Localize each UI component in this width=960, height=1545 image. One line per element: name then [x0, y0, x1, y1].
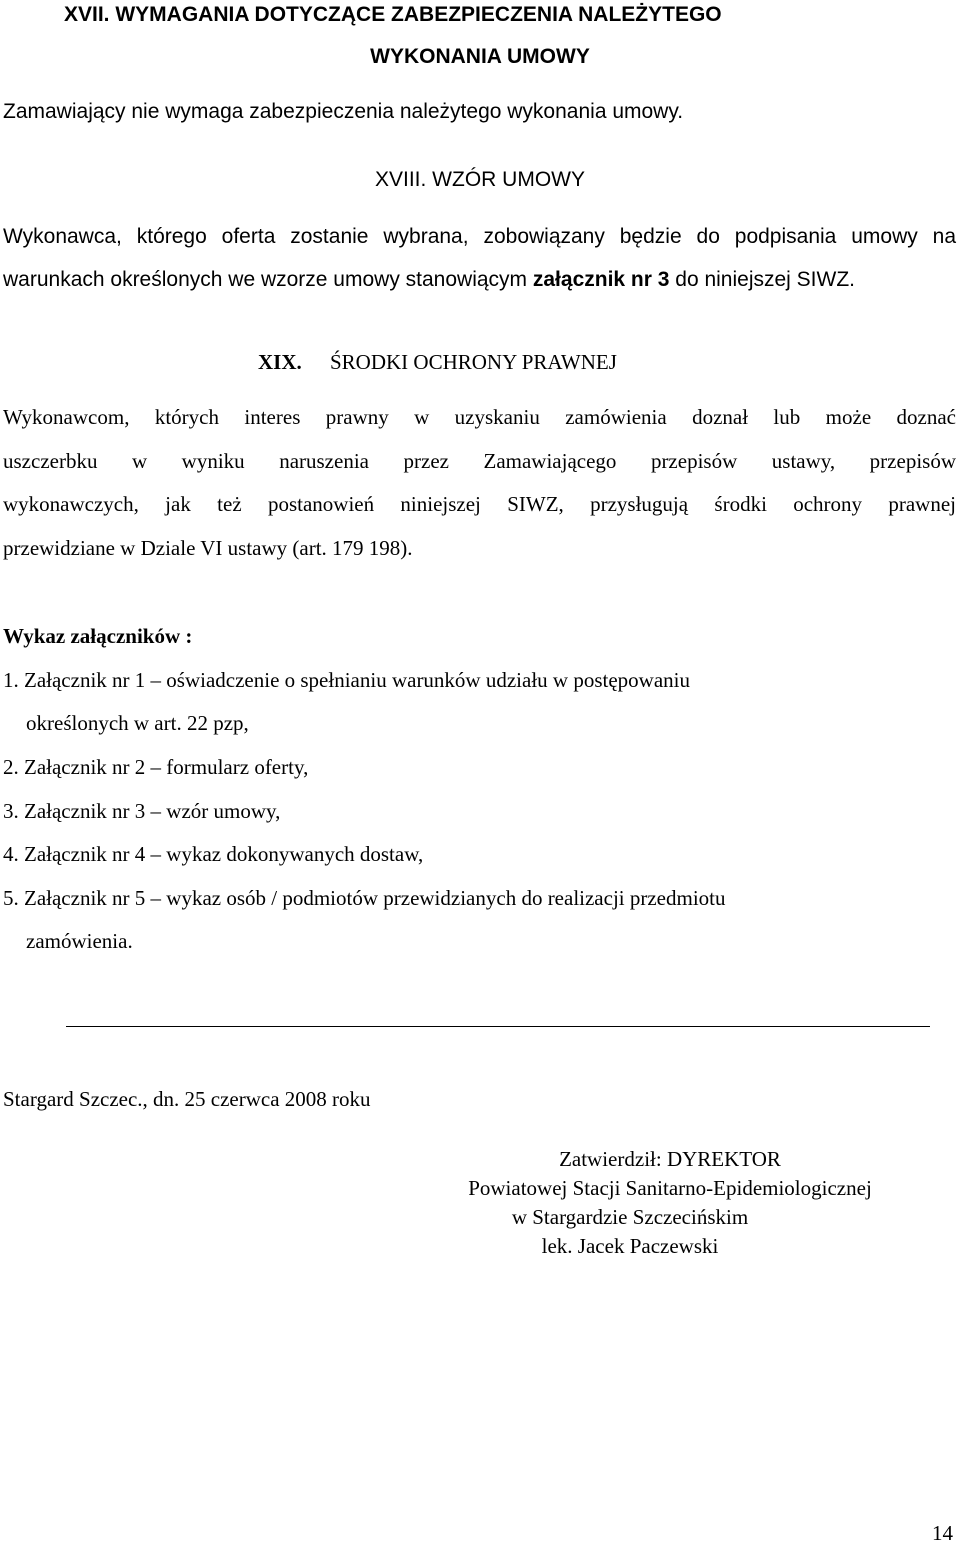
section-19-line2: uszczerbku w wyniku naruszenia przez Zamawiającego przepisów ustawy, przepisów: [3, 449, 956, 473]
attachment-item-2: 2. Załącznik nr 2 – formularz oferty,: [3, 755, 309, 779]
section-18-line2-end: do niniejszej SIWZ.: [669, 268, 856, 291]
approval-line4: lek. Jacek Paczewski: [541, 1234, 719, 1258]
attachment-item-5: 5. Załącznik nr 5 – wykaz osób / podmiotów przewidzianych do realizacji przedmiotu: [3, 886, 726, 910]
section-19-line3: wykonawczych, jak też postanowień niniejszej SIWZ, przysługują środki ochrony prawnej: [3, 492, 956, 516]
section-19-line4: przewidziane w Dziale VI ustawy (art. 179 198).: [3, 536, 413, 560]
attachments-title: Wykaz załączników :: [3, 624, 193, 648]
approval-line2: Powiatowej Stacji Sanitarno-Epidemiologicznej: [468, 1176, 872, 1200]
section-19-number: XIX.: [258, 350, 302, 374]
attachment-item-1: 1. Załącznik nr 1 – oświadczenie o spełnianiu warunków udziału w postępowaniu: [3, 668, 690, 692]
attachment-item-1-continued: określonych w art. 22 pzp,: [26, 711, 249, 735]
attachment-item-4: 4. Załącznik nr 4 – wykaz dokonywanych dostaw,: [3, 842, 424, 866]
approval-line3: w Stargardzie Szczecińskim: [511, 1205, 749, 1229]
approval-line1: Zatwierdził: DYREKTOR: [559, 1147, 781, 1171]
section-18-line2-start: warunkach określonych we wzorze umowy stanowiącym: [3, 268, 533, 291]
separator-line: [66, 1026, 930, 1027]
section-17-title-line2: WYKONANIA UMOWY: [370, 45, 590, 68]
attachment-item-5-continued: zamówienia.: [26, 929, 133, 953]
attachment-3-reference: załącznik nr 3: [532, 268, 670, 291]
section-18-line1: Wykonawca, którego oferta zostanie wybrana, zobowiązany będzie do podpisania umowy na: [3, 225, 956, 248]
section-19-title: ŚRODKI OCHRONY PRAWNEJ: [330, 350, 617, 374]
section-18-title: XVIII. WZÓR UMOWY: [375, 168, 585, 191]
section-17-title-line1: XVII. WYMAGANIA DOTYCZĄCE ZABEZPIECZENIA NALEŻYTEGO: [64, 3, 722, 26]
section-17-text: Zamawiający nie wymaga zabezpieczenia należytego wykonania umowy.: [3, 100, 684, 123]
section-18-line2: [3, 268, 855, 292]
place-and-date: Stargard Szczec., dn. 25 czerwca 2008 roku: [3, 1087, 371, 1111]
attachment-item-3: 3. Załącznik nr 3 – wzór umowy,: [3, 799, 281, 823]
section-19-line1: Wykonawcom, których interes prawny w uzyskaniu zamówienia doznał lub może doznać: [3, 405, 956, 429]
page-number: 14: [932, 1521, 953, 1545]
